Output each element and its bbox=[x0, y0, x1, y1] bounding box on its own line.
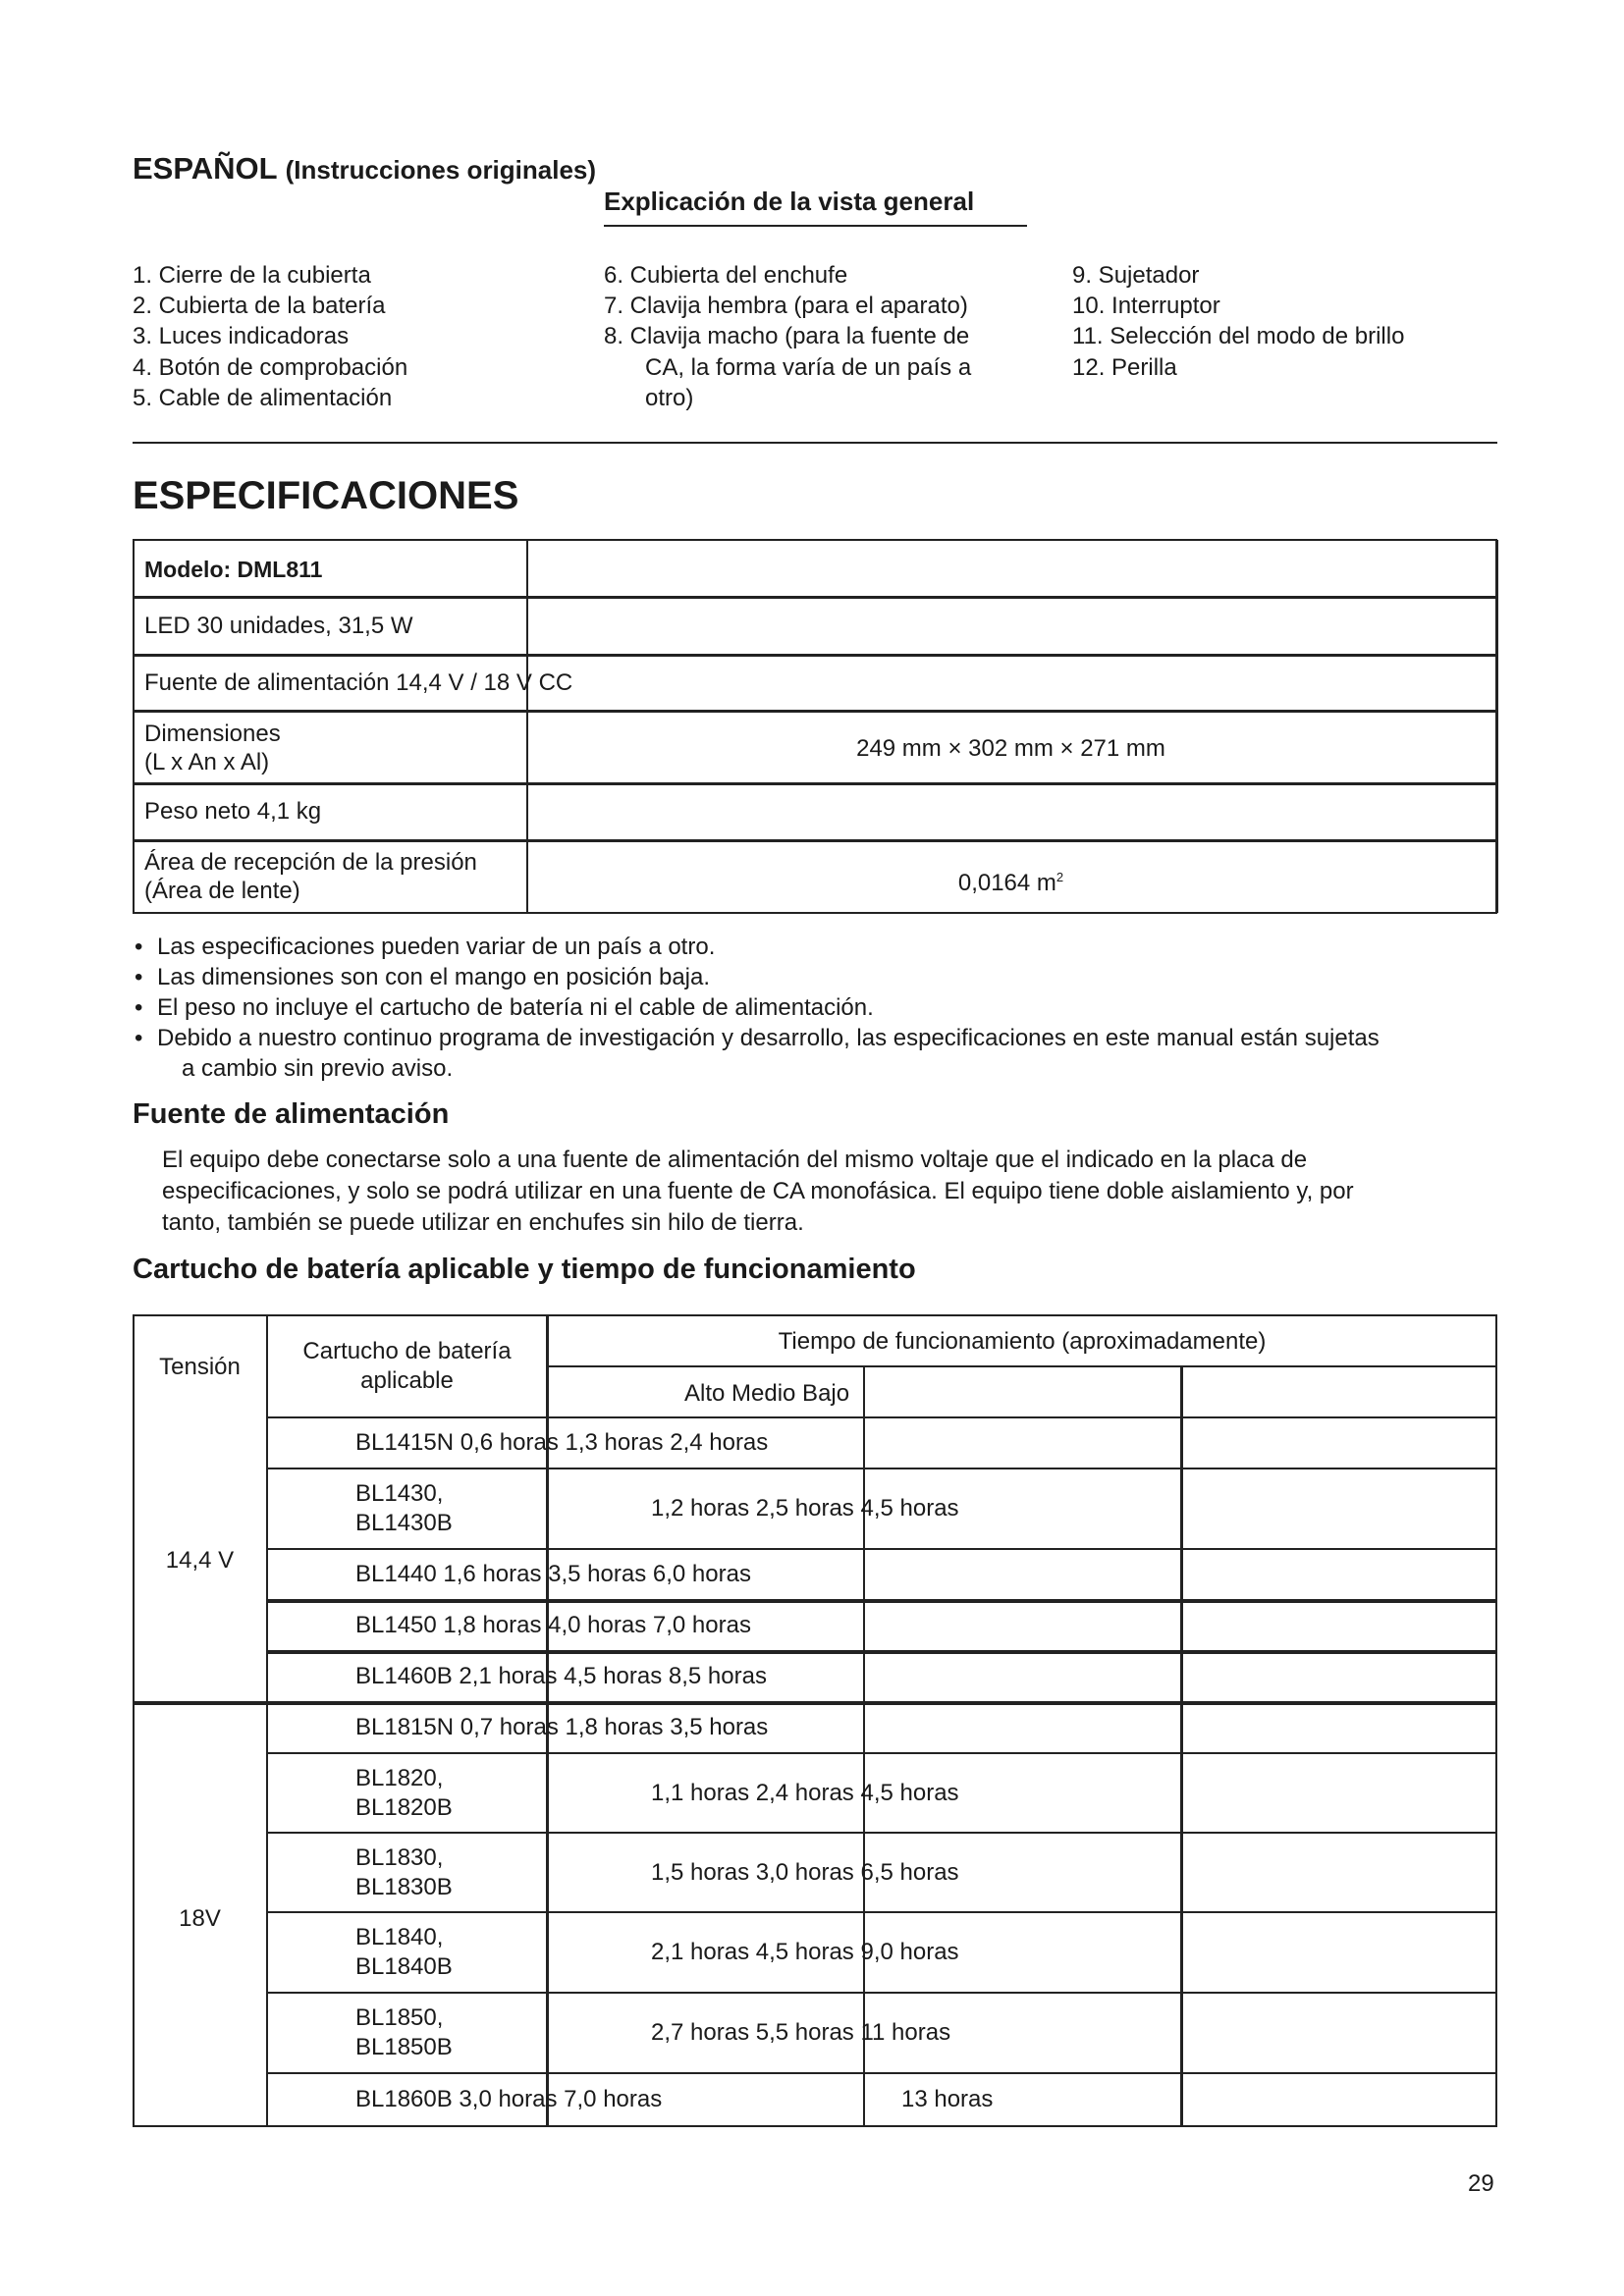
table-line bbox=[267, 1832, 1497, 1834]
run-times: 2,1 horas 4,5 horas 9,0 horas bbox=[651, 1939, 959, 1965]
language-note: (Instrucciones originales) bbox=[285, 155, 597, 185]
overview-item: otro) bbox=[645, 385, 694, 411]
specs-title: ESPECIFICACIONES bbox=[133, 474, 519, 517]
spec-model: Modelo: DML811 bbox=[144, 557, 323, 582]
power-text-line: tanto, también se puede utilizar en enchufes sin hilo de tierra. bbox=[162, 1209, 804, 1236]
spec-dim-label: (L x An x Al) bbox=[144, 749, 270, 775]
table-line bbox=[267, 1548, 1497, 1550]
battery-model: BL1430, bbox=[355, 1480, 444, 1507]
battery-model: BL1830, bbox=[355, 1843, 444, 1871]
spec-led: LED 30 unidades, 31,5 W bbox=[144, 613, 413, 639]
run-times: 1,1 horas 2,4 horas 4,5 horas bbox=[651, 1779, 959, 1806]
overview-item: 10. Interruptor bbox=[1072, 293, 1220, 319]
overview-item: 6. Cubierta del enchufe bbox=[604, 262, 848, 289]
bullet-icon: • bbox=[135, 994, 143, 1021]
table-line bbox=[133, 782, 1497, 785]
spec-dim-value: 249 mm × 302 mm × 271 mm bbox=[856, 735, 1165, 762]
note-item: Las especificaciones pueden variar de un país a otro. bbox=[157, 934, 716, 960]
battery-model: BL1820, bbox=[355, 1764, 444, 1791]
battery-model: BL1430B bbox=[355, 1510, 453, 1536]
table-line bbox=[526, 540, 528, 913]
table-line bbox=[1495, 1315, 1497, 2126]
table-line bbox=[267, 1599, 1497, 1603]
table-line bbox=[133, 710, 1497, 713]
battery-row-text: BL1440 1,6 horas 3,5 horas 6,0 horas bbox=[355, 1561, 751, 1587]
table-line bbox=[267, 1911, 1497, 1913]
tension-14v: 14,4 V bbox=[165, 1547, 235, 1574]
battery-model: BL1840, bbox=[355, 1924, 444, 1950]
table-line bbox=[267, 1416, 1497, 1418]
spec-power: Fuente de alimentación 14,4 V / 18 V CC bbox=[144, 669, 573, 696]
language-heading bbox=[133, 151, 597, 186]
battery-row-text: BL1450 1,8 horas 4,0 horas 7,0 horas bbox=[355, 1612, 751, 1638]
table-line bbox=[133, 596, 1497, 599]
battery-model: BL1830B bbox=[355, 1873, 453, 1900]
battery-model: BL1850B bbox=[355, 2034, 453, 2060]
spec-weight: Peso neto 4,1 kg bbox=[144, 798, 322, 825]
table-line bbox=[133, 912, 1497, 914]
table-line bbox=[547, 1365, 1497, 1367]
header-tension: Tensión bbox=[159, 1354, 241, 1380]
note-item: Las dimensiones son con el mango en posición baja. bbox=[157, 964, 711, 990]
overview-item: 8. Clavija macho (para la fuente de bbox=[604, 323, 970, 349]
table-line bbox=[133, 539, 1497, 541]
overview-item: 2. Cubierta de la batería bbox=[133, 293, 386, 319]
spec-area-label: (Área de lente) bbox=[144, 878, 300, 904]
table-line bbox=[267, 1468, 1497, 1469]
table-line bbox=[266, 1315, 268, 2126]
page-number: 29 bbox=[1468, 2170, 1494, 2197]
divider bbox=[133, 442, 1497, 444]
overview-title: Explicación de la vista general bbox=[604, 187, 975, 216]
overview-item: 12. Perilla bbox=[1072, 354, 1177, 381]
bullet-icon: • bbox=[135, 964, 143, 990]
overview-item: 7. Clavija hembra (para el aparato) bbox=[604, 293, 968, 319]
underline bbox=[604, 225, 1027, 227]
table-line bbox=[267, 1752, 1497, 1754]
battery-model: BL1840B bbox=[355, 1953, 453, 1980]
language: ESPAÑOL bbox=[133, 151, 277, 186]
note-item: El peso no incluye el cartucho de batería ni el cable de alimentación. bbox=[157, 994, 874, 1021]
power-section-title: Fuente de alimentación bbox=[133, 1098, 450, 1130]
spec-area-label: Área de recepción de la presión bbox=[144, 849, 477, 876]
battery-model: BL1850, bbox=[355, 2004, 444, 2031]
table-line bbox=[133, 1314, 1497, 1316]
table-line bbox=[1495, 540, 1498, 913]
battery-model: BL1820B bbox=[355, 1793, 453, 1821]
table-line bbox=[267, 1992, 1497, 1994]
run-times: 1,2 horas 2,5 horas 4,5 horas bbox=[651, 1495, 959, 1522]
battery-row-text: BL1415N 0,6 horas 1,3 horas 2,4 horas bbox=[355, 1429, 769, 1456]
table-line bbox=[863, 1366, 865, 2126]
header-modes: Alto Medio Bajo bbox=[684, 1380, 850, 1407]
battery-row-text: BL1815N 0,7 horas 1,8 horas 3,5 horas bbox=[355, 1714, 769, 1740]
table-line bbox=[1180, 1366, 1183, 2126]
overview-item: 11. Selección del modo de brillo bbox=[1072, 323, 1405, 349]
power-text-line: especificaciones, y solo se podrá utilizar en una fuente de CA monofásica. El equipo tiene doble aislamiento y, por bbox=[162, 1178, 1354, 1204]
overview-item: CA, la forma varía de un país a bbox=[645, 354, 972, 381]
table-line bbox=[267, 2072, 1497, 2074]
tension-18v: 18V bbox=[179, 1905, 221, 1932]
battery-table-title: Cartucho de batería aplicable y tiempo de funcionamiento bbox=[133, 1254, 916, 1285]
header-time: Tiempo de funcionamiento (aproximadamente) bbox=[778, 1328, 1267, 1355]
note-item: Debido a nuestro continuo programa de investigación y desarrollo, las especificaciones en este manual están sujetas bbox=[157, 1025, 1380, 1051]
battery-row-text: BL1460B 2,1 horas 4,5 horas 8,5 horas bbox=[355, 1663, 767, 1689]
power-text-line: El equipo debe conectarse solo a una fuente de alimentación del mismo voltaje que el indicado en la placa de bbox=[162, 1147, 1308, 1173]
battery-row-text: BL1860B 3,0 horas 7,0 horas bbox=[355, 2086, 663, 2112]
overview-item: 9. Sujetador bbox=[1072, 262, 1200, 289]
table-line bbox=[133, 1315, 135, 2126]
overview-item: 5. Cable de alimentación bbox=[133, 385, 393, 411]
spec-area-value: 0,0164 $m^2$ bbox=[957, 870, 1064, 896]
table-line bbox=[133, 2125, 1497, 2127]
run-times: 1,5 horas 3,0 horas 6,5 horas bbox=[651, 1858, 959, 1886]
overview-item: 3. Luces indicadoras bbox=[133, 323, 350, 349]
table-line bbox=[133, 540, 135, 913]
overview-item: 1. Cierre de la cubierta bbox=[133, 262, 371, 289]
table-line bbox=[133, 839, 1497, 842]
superscript: 2 bbox=[1056, 870, 1064, 884]
bullet-icon: • bbox=[135, 934, 143, 960]
note-item: a cambio sin previo aviso. bbox=[182, 1055, 454, 1082]
bullet-icon: • bbox=[135, 1025, 143, 1051]
table-line bbox=[133, 654, 1497, 657]
table-line bbox=[267, 1650, 1497, 1654]
spec-dim-label: Dimensiones bbox=[144, 721, 281, 747]
overview-item: 4. Botón de comprobación bbox=[133, 354, 408, 381]
run-time-low: 13 horas bbox=[901, 2086, 994, 2112]
header-cartridge: Cartucho de batería bbox=[302, 1338, 512, 1364]
run-times: 2,7 horas 5,5 horas 11 horas bbox=[651, 2019, 951, 2046]
header-cartridge: aplicable bbox=[360, 1367, 454, 1394]
table-line bbox=[133, 1701, 1497, 1705]
